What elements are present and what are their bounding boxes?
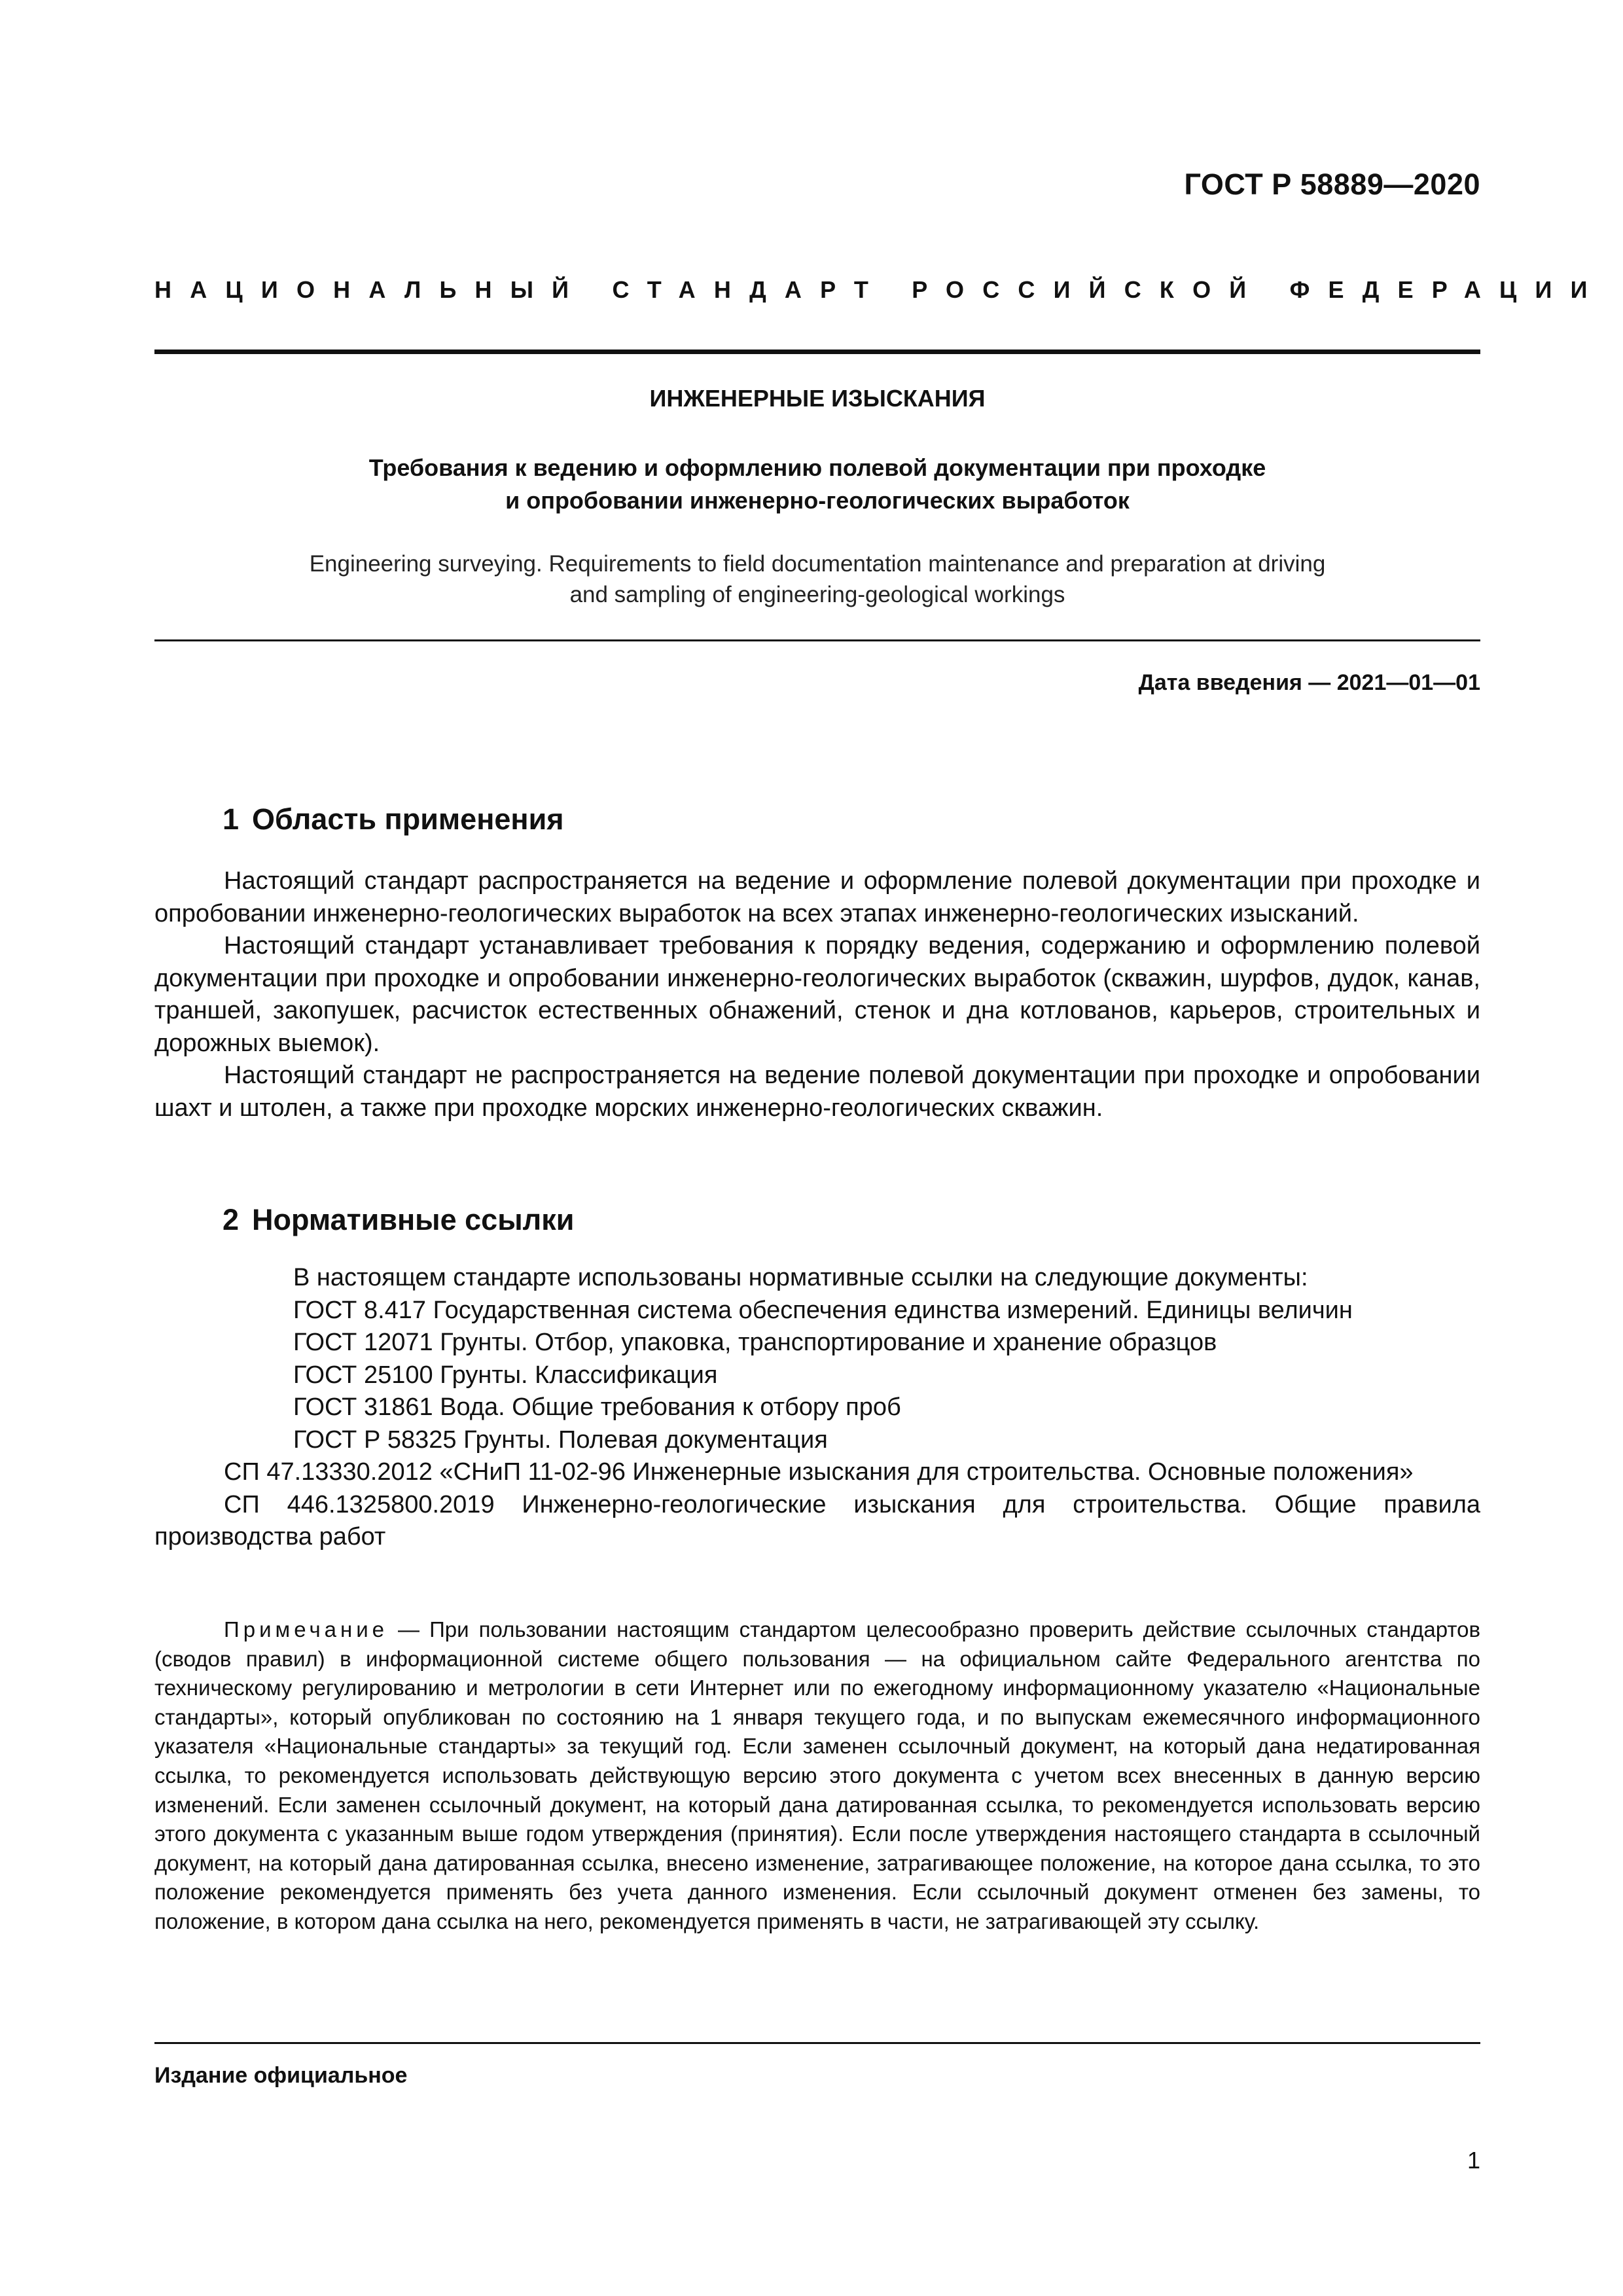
reference-item: СП 47.13330.2012 «СНиП 11-02-96 Инженерные изыскания для строительства. Основные положения» [224, 1458, 1414, 1486]
english-title-line-2: and sampling of engineering-geological workings [569, 582, 1065, 607]
paragraph: Настоящий стандарт распространяется на ведение и оформление полевой документации при проходке и опробовании инженерно-геологических выработок на всех этапах инженерно-геологических изысканий. [154, 867, 1480, 927]
english-title-line-1: Engineering surveying. Requirements to field documentation maintenance and preparation at driving [309, 551, 1326, 577]
reference-item: ГОСТ 31861 Вода. Общие требования к отбору проб [293, 1393, 901, 1421]
national-standard-heading: НАЦИОНАЛЬНЫЙ СТАНДАРТ РОССИЙСКОЙ ФЕДЕРАЦИИ [154, 276, 1606, 303]
english-title [154, 548, 1480, 610]
paragraph: Настоящий стандарт устанавливает требования к порядку ведения, содержанию и оформлению полевой документации при проходке и опробовании инженерно-геологических выработок (скважин, шурфов, дудок, канав, траншей, закопушек, расчисток естественных обнажений, стенок и дна котлованов, карьеров, строительных и дорожных выемок). [154, 932, 1480, 1057]
reference-item: СП 446.1325800.2019 Инженерно-геологические изыскания для строительства. Общие правила производства работ [154, 1490, 1480, 1551]
section-2-body [154, 1262, 1480, 1554]
section-1-body [154, 865, 1480, 1124]
references-intro: В настоящем стандарте использованы нормативные ссылки на следующие документы: [293, 1264, 1308, 1291]
page-number: 1 [1467, 2147, 1480, 2174]
note-label: Примечание [224, 1617, 389, 1641]
reference-item: ГОСТ 8.417 Государственная система обеспечения единства измерений. Единицы величин [293, 1296, 1353, 1324]
section-1-title: Область применения [252, 802, 564, 836]
reference-item: ГОСТ 12071 Грунты. Отбор, упаковка, транспортирование и хранение образцов [293, 1329, 1217, 1356]
subtitle-line-1: Требования к ведению и оформлению полевой документации при проходке [368, 454, 1266, 481]
reference-item: ГОСТ 25100 Грунты. Классификация [293, 1361, 718, 1389]
document-subtitle [154, 452, 1480, 517]
reference-item: ГОСТ Р 58325 Грунты. Полевая документация [293, 1426, 828, 1454]
top-rule [154, 350, 1480, 354]
section-1-number: 1 [223, 802, 240, 836]
subtitle-line-2: и опробовании инженерно-геологических выработок [505, 487, 1130, 514]
document-number: ГОСТ Р 58889—2020 [1184, 168, 1480, 201]
section-1-heading [223, 802, 577, 836]
official-edition-label: Издание официальное [154, 2063, 408, 2088]
introduction-date: Дата введения — 2021—01—01 [1138, 670, 1480, 695]
references-note [154, 1615, 1480, 1937]
document-title: ИНЖЕНЕРНЫЕ ИЗЫСКАНИЯ [649, 385, 986, 412]
title-rule [154, 639, 1480, 641]
section-2-title: Нормативные ссылки [252, 1203, 575, 1236]
section-2-number: 2 [223, 1203, 240, 1236]
paragraph: Настоящий стандарт не распространяется на ведение полевой документации при проходке и опробовании шахт и штолен, а также при проходке морских инженерно-геологических скважин. [154, 1062, 1480, 1122]
section-2-heading [223, 1203, 587, 1237]
note-text: — При пользовании настоящим стандартом целесообразно проверить действие ссылочных стандартов (сводов правил) в информационной системе общего пользования — на официальном сайте Федерального агентства по техническому регулированию и метрологии в сети Интернет или по ежегодному информационному указателю «Национальные стандарты», который опубликован по состоянию на 1 января текущего года, и по выпускам ежемесячного информационного указателя «Национальные стандарты» за текущий год. Если заменен ссылочный документ, на который дана недатированная ссылка, то рекомендуется использовать действующую версию этого документа с учетом всех внесенных в данную версию изменений. Если заменен ссылочный документ, на который дана датированная ссылка, то рекомендуется использовать версию этого документа с указанным выше годом утверждения (принятия). Если после утверждения настоящего стандарта в ссылочный документ, на который дана датированная ссылка, внесено изменение, затрагивающее положение, на которое дана ссылка, то это положение рекомендуется применять без учета данного изменения. Если ссылочный документ отменен без замены, то положение, в котором дана ссылка на него, рекомендуется применять в части, не затрагивающей эту ссылку. [154, 1617, 1480, 1933]
footer-rule [154, 2042, 1480, 2044]
